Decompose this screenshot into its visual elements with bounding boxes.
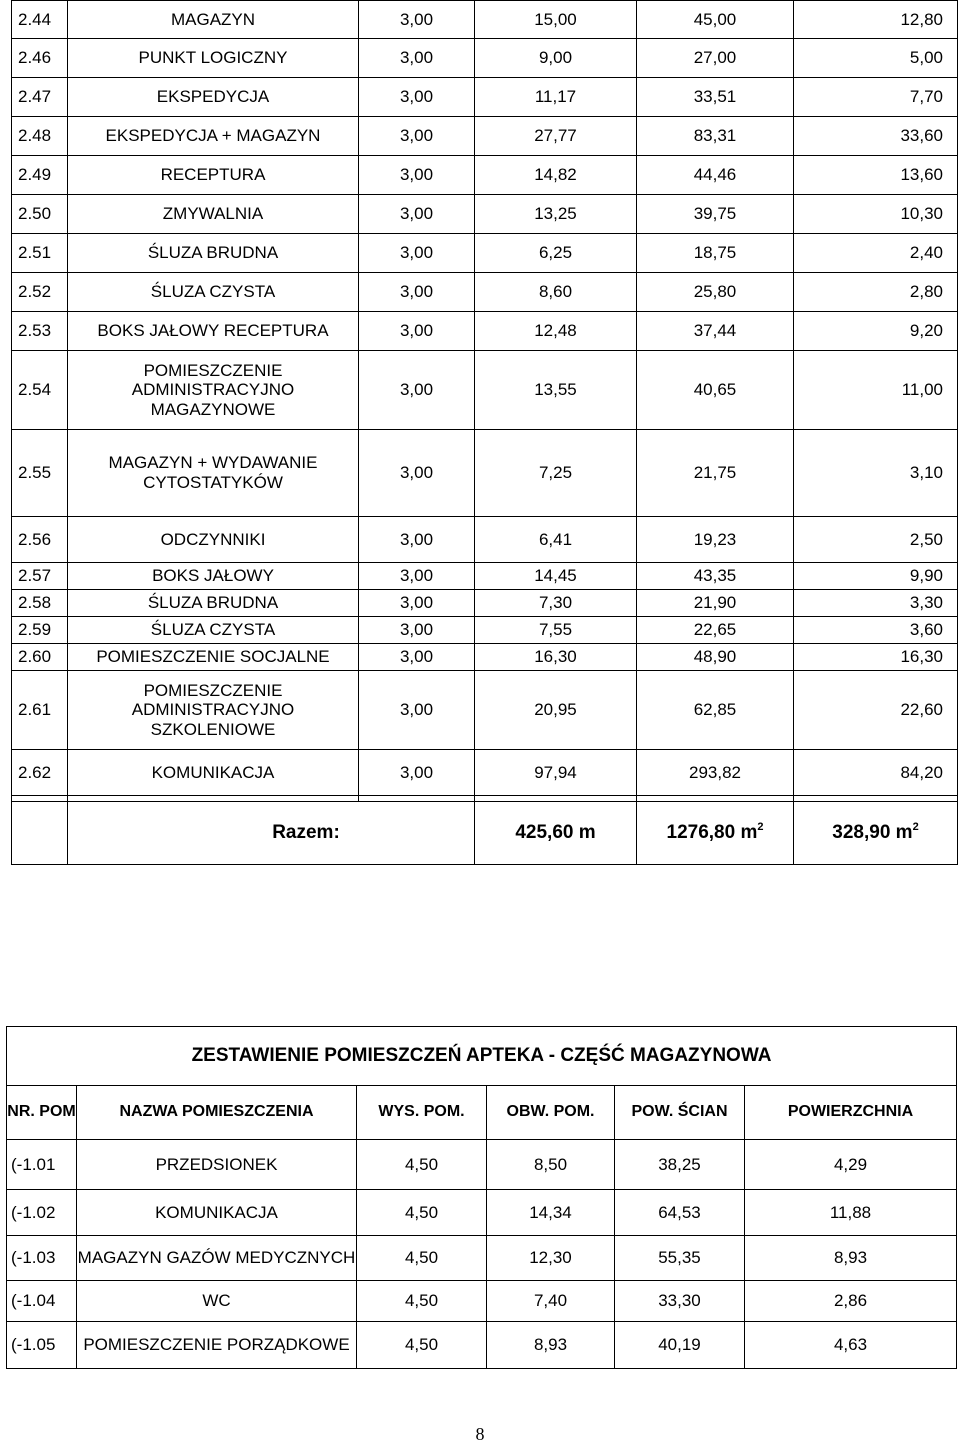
cell-nr: 2.50 bbox=[12, 195, 68, 234]
cell-powierzchnia: 9,20 bbox=[794, 312, 958, 351]
cell-powierzchnia: 3,60 bbox=[794, 617, 958, 644]
table-row bbox=[12, 617, 958, 644]
cell-name: MAGAZYN bbox=[68, 1, 359, 39]
cell-nr: 2.54 bbox=[12, 351, 68, 430]
cell-pow-scian: 33,30 bbox=[615, 1281, 745, 1322]
cell-powierzchnia: 7,70 bbox=[794, 78, 958, 117]
table-row bbox=[12, 563, 958, 590]
cell-nr: 2.44 bbox=[12, 1, 68, 39]
cell-pow-scian: 64,53 bbox=[615, 1190, 745, 1236]
cell-obw: 8,60 bbox=[475, 273, 637, 312]
cell-obw: 14,45 bbox=[475, 563, 637, 590]
cell-nr: (-1.05 bbox=[7, 1322, 77, 1369]
cell-powierzchnia: 2,80 bbox=[794, 273, 958, 312]
cell-powierzchnia: 13,60 bbox=[794, 156, 958, 195]
cell-wys: 3,00 bbox=[359, 39, 475, 78]
total-pow-scian-value: 1276,80 m bbox=[666, 822, 758, 844]
cell-nr: (-1.04 bbox=[7, 1281, 77, 1322]
cell-pow-scian: 83,31 bbox=[637, 117, 794, 156]
cell-nr: 2.59 bbox=[12, 617, 68, 644]
cell-name: POMIESZCZENIE ADMINISTRACYJNO MAGAZYNOWE bbox=[68, 351, 359, 430]
cell-nr: 2.49 bbox=[12, 156, 68, 195]
cell-pow-scian: 45,00 bbox=[637, 1, 794, 39]
cell-pow-scian: 37,44 bbox=[637, 312, 794, 351]
table-row bbox=[7, 1190, 957, 1236]
table-row bbox=[12, 1, 958, 39]
cell-name: POMIESZCZENIE SOCJALNE bbox=[68, 644, 359, 671]
cell-wys: 4,50 bbox=[357, 1281, 487, 1322]
cell-wys: 4,50 bbox=[357, 1236, 487, 1281]
cell-wys: 4,50 bbox=[357, 1190, 487, 1236]
table-row bbox=[12, 517, 958, 563]
cell-wys: 3,00 bbox=[359, 590, 475, 617]
cell-powierzchnia: 4,29 bbox=[745, 1140, 957, 1190]
cell-powierzchnia: 3,30 bbox=[794, 590, 958, 617]
cell-obw: 7,30 bbox=[475, 590, 637, 617]
cell-name: MAGAZYN + WYDAWANIE CYTOSTATYKÓW bbox=[68, 430, 359, 517]
cell-wys: 3,00 bbox=[359, 195, 475, 234]
cell-obw: 8,93 bbox=[487, 1322, 615, 1369]
cell-obw: 97,94 bbox=[475, 750, 637, 796]
cell-nr: 2.47 bbox=[12, 78, 68, 117]
cell-powierzchnia: 22,60 bbox=[794, 671, 958, 750]
cell-pow-scian: 39,75 bbox=[637, 195, 794, 234]
cell-pow-scian: 25,80 bbox=[637, 273, 794, 312]
table-row bbox=[12, 195, 958, 234]
total-pow-scian bbox=[637, 802, 794, 865]
cell-obw: 15,00 bbox=[475, 1, 637, 39]
cell-wys: 4,50 bbox=[357, 1322, 487, 1369]
cell-name: POMIESZCZENIE ADMINISTRACYJNO SZKOLENIOWE bbox=[68, 671, 359, 750]
total-row bbox=[12, 802, 958, 865]
cell-obw: 11,17 bbox=[475, 78, 637, 117]
cell-nr: 2.53 bbox=[12, 312, 68, 351]
cell-nr: (-1.01 bbox=[7, 1140, 77, 1190]
cell-wys: 4,50 bbox=[357, 1140, 487, 1190]
empty-cell bbox=[12, 802, 68, 865]
table-row bbox=[12, 78, 958, 117]
cell-nr: 2.52 bbox=[12, 273, 68, 312]
cell-nr: 2.58 bbox=[12, 590, 68, 617]
table-row bbox=[12, 750, 958, 796]
cell-pow-scian: 33,51 bbox=[637, 78, 794, 117]
header-nr: NR. POM bbox=[7, 1086, 77, 1140]
cell-pow-scian: 293,82 bbox=[637, 750, 794, 796]
table-row bbox=[7, 1322, 957, 1369]
cell-name: PUNKT LOGICZNY bbox=[68, 39, 359, 78]
table-row bbox=[12, 590, 958, 617]
cell-obw: 9,00 bbox=[475, 39, 637, 78]
cell-pow-scian: 40,65 bbox=[637, 351, 794, 430]
header-name: NAZWA POMIESZCZENIA bbox=[77, 1086, 357, 1140]
cell-pow-scian: 22,65 bbox=[637, 617, 794, 644]
cell-name: ŚLUZA CZYSTA bbox=[68, 273, 359, 312]
table-row bbox=[12, 273, 958, 312]
cell-name: PRZEDSIONEK bbox=[77, 1140, 357, 1190]
table-row bbox=[12, 351, 958, 430]
cell-wys: 3,00 bbox=[359, 234, 475, 273]
cell-name: EKSPEDYCJA bbox=[68, 78, 359, 117]
table-row bbox=[12, 644, 958, 671]
cell-powierzchnia: 16,30 bbox=[794, 644, 958, 671]
header-obw: OBW. POM. bbox=[487, 1086, 615, 1140]
cell-obw: 27,77 bbox=[475, 117, 637, 156]
table-row bbox=[12, 39, 958, 78]
cell-name: ODCZYNNIKI bbox=[68, 517, 359, 563]
cell-powierzchnia: 3,10 bbox=[794, 430, 958, 517]
cell-obw: 13,25 bbox=[475, 195, 637, 234]
cell-nr: 2.46 bbox=[12, 39, 68, 78]
cell-obw: 7,40 bbox=[487, 1281, 615, 1322]
total-obw: 425,60 m bbox=[475, 802, 637, 865]
cell-obw: 13,55 bbox=[475, 351, 637, 430]
cell-name: ŚLUZA BRUDNA bbox=[68, 234, 359, 273]
cell-pow-scian: 40,19 bbox=[615, 1322, 745, 1369]
cell-wys: 3,00 bbox=[359, 78, 475, 117]
cell-name: KOMUNIKACJA bbox=[68, 750, 359, 796]
cell-pow-scian: 62,85 bbox=[637, 671, 794, 750]
page-number: 8 bbox=[475, 1424, 485, 1444]
cell-powierzchnia: 2,40 bbox=[794, 234, 958, 273]
table-title: ZESTAWIENIE POMIESZCZEŃ APTEKA - CZĘŚĆ MAGAZYNOWA bbox=[7, 1027, 957, 1086]
cell-nr: 2.48 bbox=[12, 117, 68, 156]
cell-nr: 2.56 bbox=[12, 517, 68, 563]
total-powierzchnia-value: 328,90 m bbox=[832, 822, 913, 844]
cell-obw: 20,95 bbox=[475, 671, 637, 750]
table-row bbox=[12, 234, 958, 273]
cell-pow-scian: 48,90 bbox=[637, 644, 794, 671]
cell-wys: 3,00 bbox=[359, 644, 475, 671]
cell-obw: 14,34 bbox=[487, 1190, 615, 1236]
cell-pow-scian: 18,75 bbox=[637, 234, 794, 273]
unit-exponent: 2 bbox=[757, 821, 764, 834]
cell-wys: 3,00 bbox=[359, 156, 475, 195]
cell-name: BOKS JAŁOWY bbox=[68, 563, 359, 590]
cell-wys: 3,00 bbox=[359, 617, 475, 644]
table-row bbox=[12, 156, 958, 195]
table-row bbox=[12, 312, 958, 351]
rooms-table-2 bbox=[6, 1026, 957, 1369]
cell-obw: 6,41 bbox=[475, 517, 637, 563]
cell-name: ŚLUZA CZYSTA bbox=[68, 617, 359, 644]
cell-powierzchnia: 2,86 bbox=[745, 1281, 957, 1322]
cell-wys: 3,00 bbox=[359, 351, 475, 430]
cell-powierzchnia: 5,00 bbox=[794, 39, 958, 78]
cell-obw: 16,30 bbox=[475, 644, 637, 671]
table-row bbox=[7, 1281, 957, 1322]
cell-name: ZMYWALNIA bbox=[68, 195, 359, 234]
cell-powierzchnia: 2,50 bbox=[794, 517, 958, 563]
cell-obw: 12,30 bbox=[487, 1236, 615, 1281]
cell-nr: 2.51 bbox=[12, 234, 68, 273]
cell-pow-scian: 55,35 bbox=[615, 1236, 745, 1281]
rooms-table-1 bbox=[11, 0, 958, 865]
cell-nr: 2.61 bbox=[12, 671, 68, 750]
cell-wys: 3,00 bbox=[359, 671, 475, 750]
header-powierzchnia: POWIERZCHNIA bbox=[745, 1086, 957, 1140]
cell-wys: 3,00 bbox=[359, 750, 475, 796]
cell-wys: 3,00 bbox=[359, 1, 475, 39]
cell-name: RECEPTURA bbox=[68, 156, 359, 195]
table-row bbox=[12, 430, 958, 517]
cell-name: BOKS JAŁOWY RECEPTURA bbox=[68, 312, 359, 351]
cell-wys: 3,00 bbox=[359, 517, 475, 563]
cell-name: EKSPEDYCJA + MAGAZYN bbox=[68, 117, 359, 156]
cell-powierzchnia: 33,60 bbox=[794, 117, 958, 156]
table-row bbox=[7, 1140, 957, 1190]
table-row bbox=[12, 671, 958, 750]
total-powierzchnia bbox=[794, 802, 958, 865]
cell-wys: 3,00 bbox=[359, 312, 475, 351]
cell-name: ŚLUZA BRUDNA bbox=[68, 590, 359, 617]
table-row bbox=[7, 1236, 957, 1281]
cell-powierzchnia: 11,00 bbox=[794, 351, 958, 430]
table-row bbox=[12, 117, 958, 156]
cell-powierzchnia: 84,20 bbox=[794, 750, 958, 796]
cell-pow-scian: 38,25 bbox=[615, 1140, 745, 1190]
cell-powierzchnia: 12,80 bbox=[794, 1, 958, 39]
cell-nr: 2.55 bbox=[12, 430, 68, 517]
cell-nr: (-1.02 bbox=[7, 1190, 77, 1236]
cell-wys: 3,00 bbox=[359, 430, 475, 517]
cell-pow-scian: 21,75 bbox=[637, 430, 794, 517]
cell-pow-scian: 44,46 bbox=[637, 156, 794, 195]
cell-powierzchnia: 4,63 bbox=[745, 1322, 957, 1369]
cell-name: POMIESZCZENIE PORZĄDKOWE bbox=[77, 1322, 357, 1369]
total-label: Razem: bbox=[68, 802, 475, 865]
cell-pow-scian: 27,00 bbox=[637, 39, 794, 78]
cell-powierzchnia: 11,88 bbox=[745, 1190, 957, 1236]
cell-nr: 2.62 bbox=[12, 750, 68, 796]
header-pow-scian: POW. ŚCIAN bbox=[615, 1086, 745, 1140]
header-wys: WYS. POM. bbox=[357, 1086, 487, 1140]
cell-obw: 14,82 bbox=[475, 156, 637, 195]
cell-wys: 3,00 bbox=[359, 117, 475, 156]
unit-exponent: 2 bbox=[912, 821, 919, 834]
cell-pow-scian: 19,23 bbox=[637, 517, 794, 563]
cell-obw: 7,25 bbox=[475, 430, 637, 517]
cell-powierzchnia: 10,30 bbox=[794, 195, 958, 234]
cell-name: KOMUNIKACJA bbox=[77, 1190, 357, 1236]
cell-wys: 3,00 bbox=[359, 273, 475, 312]
cell-pow-scian: 21,90 bbox=[637, 590, 794, 617]
cell-nr: 2.60 bbox=[12, 644, 68, 671]
cell-pow-scian: 43,35 bbox=[637, 563, 794, 590]
cell-powierzchnia: 9,90 bbox=[794, 563, 958, 590]
cell-powierzchnia: 8,93 bbox=[745, 1236, 957, 1281]
cell-name: WC bbox=[77, 1281, 357, 1322]
cell-nr: (-1.03 bbox=[7, 1236, 77, 1281]
cell-obw: 6,25 bbox=[475, 234, 637, 273]
cell-wys: 3,00 bbox=[359, 563, 475, 590]
cell-name: MAGAZYN GAZÓW MEDYCZNYCH bbox=[77, 1236, 357, 1281]
cell-obw: 8,50 bbox=[487, 1140, 615, 1190]
cell-obw: 7,55 bbox=[475, 617, 637, 644]
cell-obw: 12,48 bbox=[475, 312, 637, 351]
cell-nr: 2.57 bbox=[12, 563, 68, 590]
